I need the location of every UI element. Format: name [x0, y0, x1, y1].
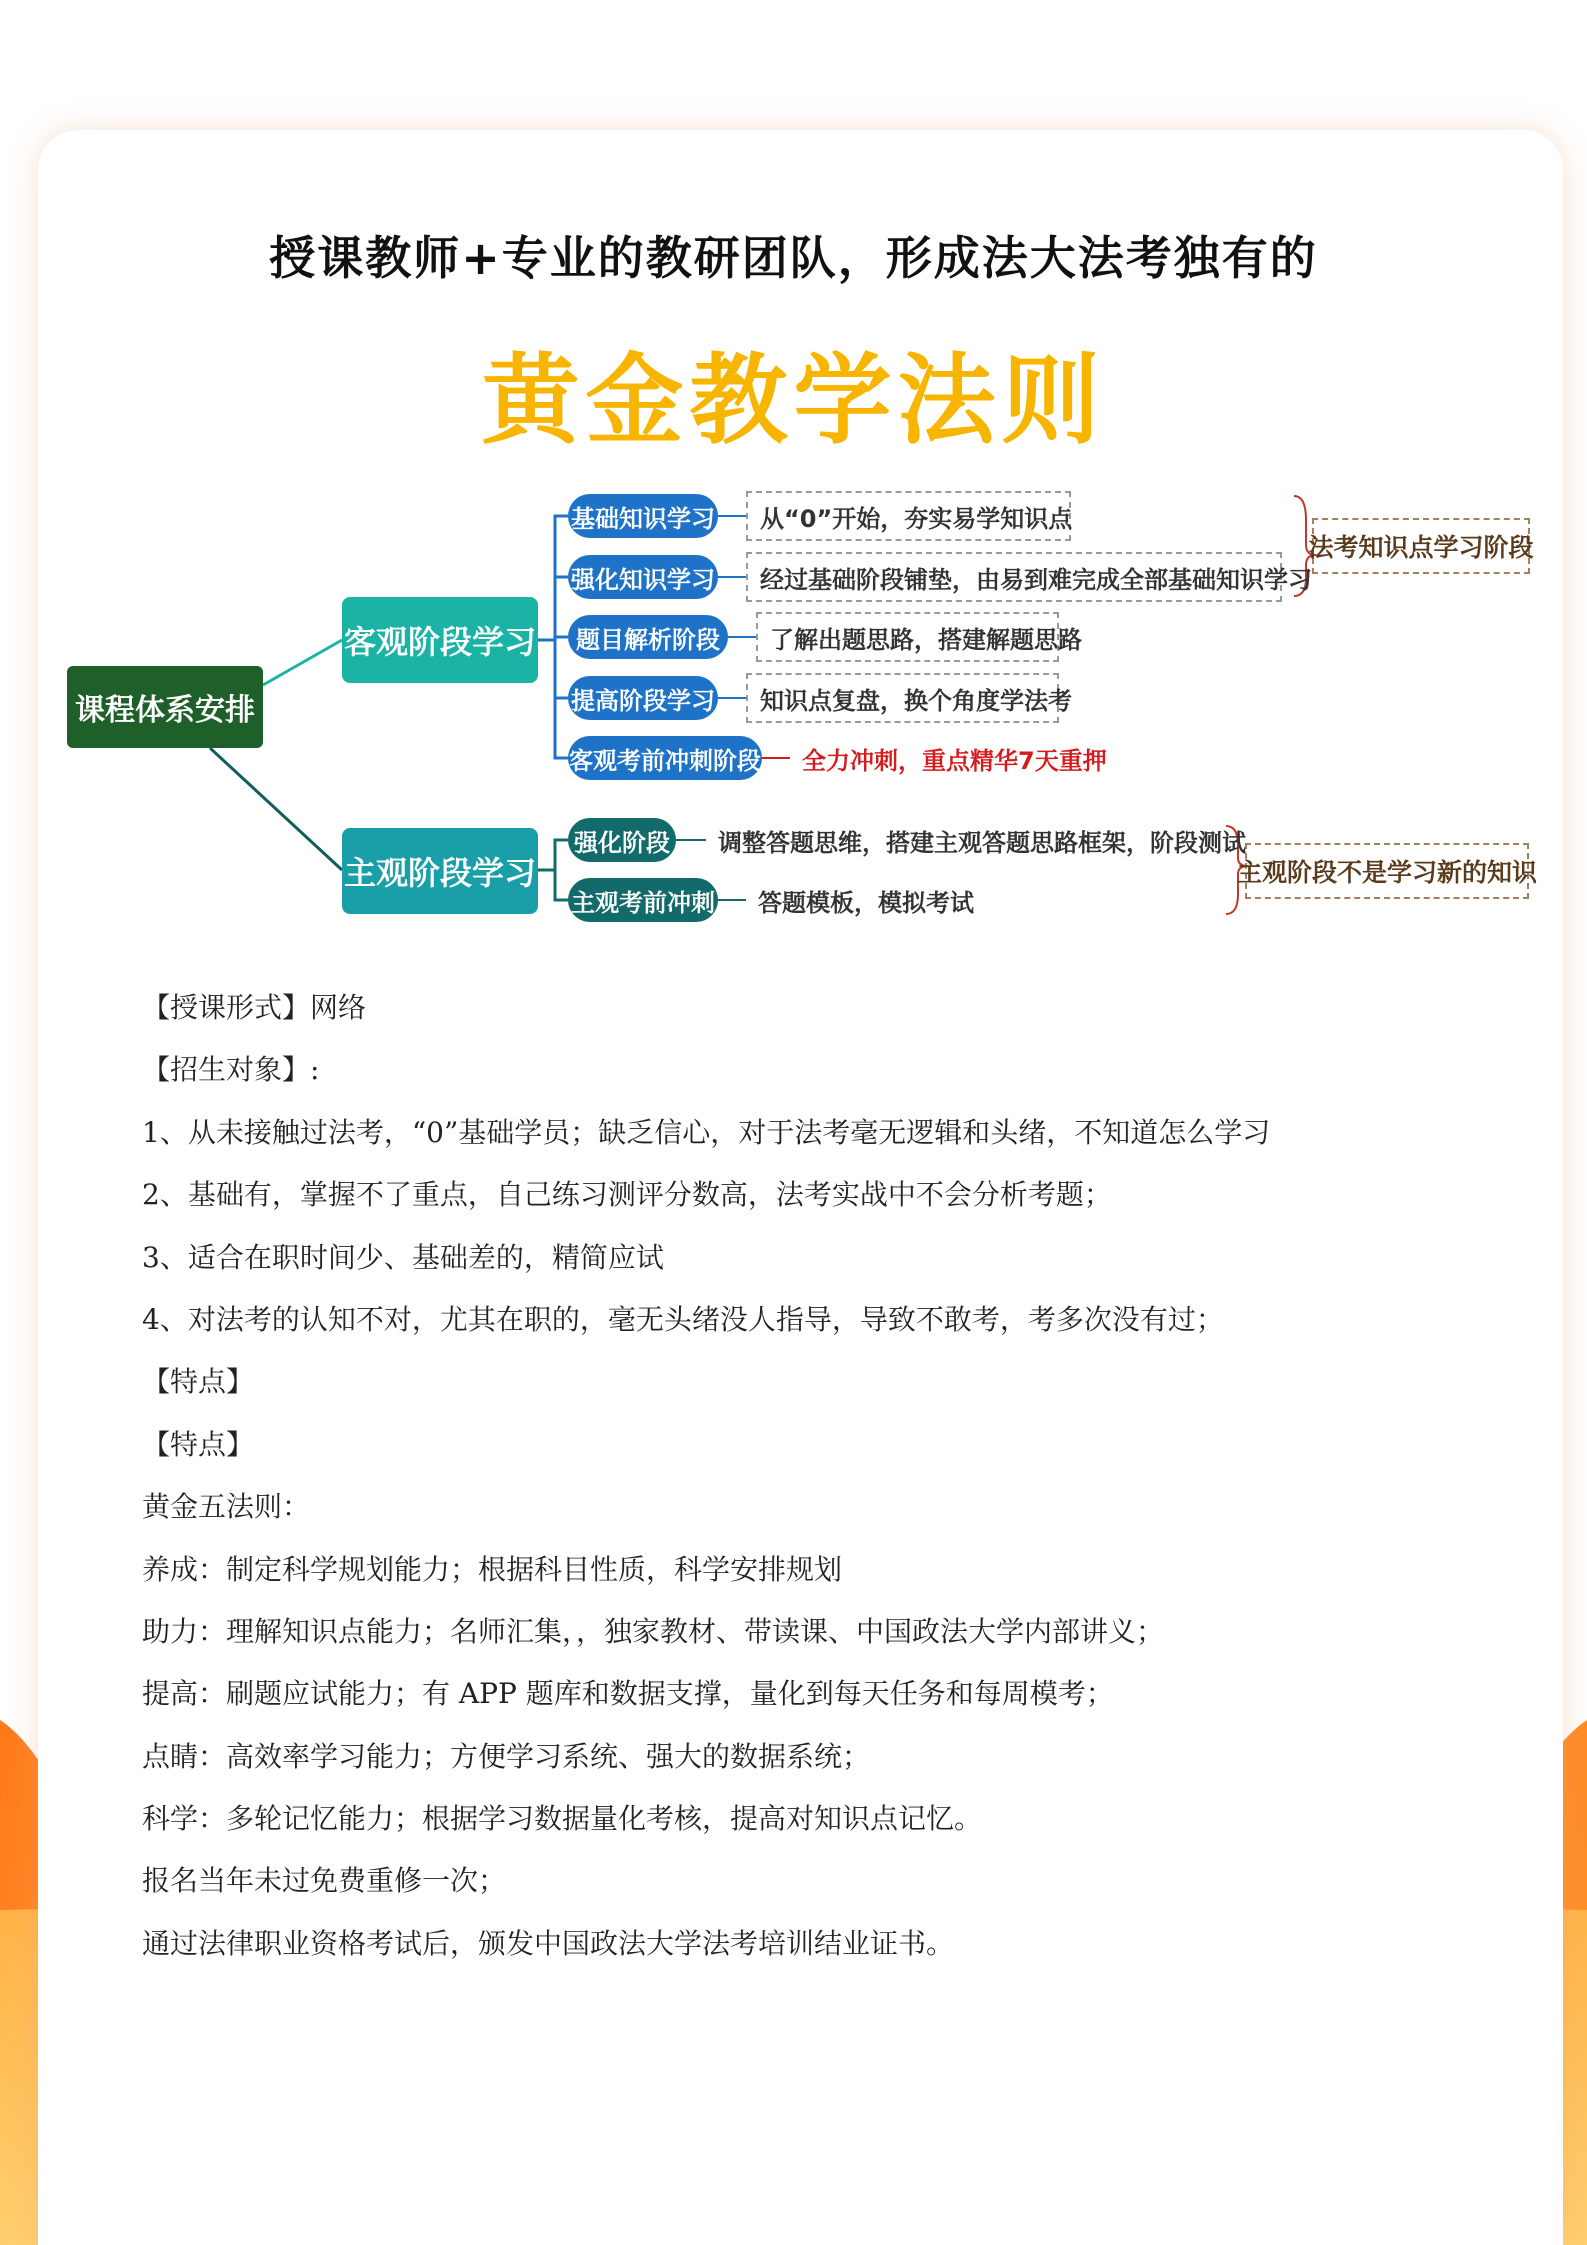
- stage-basic: 基础知识学习: [568, 494, 718, 538]
- text-line: 黄金五法则：: [142, 1490, 311, 1524]
- course-description: [142, 985, 1442, 1983]
- text-line: 2、基础有，掌握不了重点，自己练习测评分数高，法考实战中不会分析考题；: [142, 1178, 1112, 1212]
- text-line: 【授课形式】网络: [142, 991, 367, 1024]
- text-line: 养成：制定科学规划能力；根据科目性质，科学安排规划: [142, 1552, 843, 1586]
- headline: 授课教师+专业的教研团队，形成法大法考独有的: [269, 231, 1318, 285]
- stage-improve: 提高阶段学习: [568, 676, 718, 720]
- text-line: 【特点】: [142, 1365, 255, 1399]
- desc-basic: 从“0”开始，夯实易学知识点: [746, 491, 1071, 541]
- desc-strengthen: 经过基础阶段铺垫，由易到难完成全部基础知识学习: [746, 552, 1282, 602]
- desc-subjective-sprint: 答题模板，模拟考试: [758, 888, 974, 917]
- text-line: 提高：刷题应试能力；有 APP 题库和数据支撑，量化到每天任务和每周模考；: [142, 1677, 1114, 1711]
- branch-objective: 客观阶段学习: [342, 597, 538, 683]
- text-line: 【特点】: [142, 1427, 255, 1461]
- note-subjective-phase: 主观阶段不是学习新的知识: [1245, 843, 1529, 899]
- desc-subjective-strengthen: 调整答题思维，搭建主观答题思路框架，阶段测试: [718, 828, 1246, 857]
- text-line: 1、从未接触过法考，“0”基础学员；缺乏信心，对于法考毫无逻辑和头绪，不知道怎么学习: [142, 1115, 1271, 1149]
- text-line: 点睛：高效率学习能力；方便学习系统、强大的数据系统；: [142, 1739, 871, 1773]
- mindmap-root: 课程体系安排: [67, 666, 263, 748]
- stage-objective-sprint: 客观考前冲刺阶段: [568, 736, 762, 780]
- stage-analysis: 题目解析阶段: [568, 615, 728, 659]
- stage-strengthen: 强化知识学习: [568, 555, 718, 599]
- page-title: 黄金教学法则: [481, 344, 1106, 458]
- desc-objective-sprint: 全力冲刺，重点精华7天重押: [802, 746, 1107, 775]
- text-line: 【招生对象】:: [142, 1053, 320, 1087]
- desc-improve: 知识点复盘，换个角度学法考: [746, 673, 1059, 723]
- text-line: 3、适合在职时间少、基础差的，精简应试: [142, 1240, 664, 1274]
- text-line: 科学：多轮记忆能力；根据学习数据量化考核，提高对知识点记忆。: [142, 1802, 983, 1836]
- text-line: 通过法律职业资格考试后，颁发中国政法大学法考培训结业证书。: [142, 1926, 955, 1960]
- note-objective-phase: 法考知识点学习阶段: [1312, 518, 1530, 574]
- text-line: 4、对法考的认知不对，尤其在职的，毫无头绪没人指导，导致不敢考，考多次没有过；: [142, 1302, 1224, 1336]
- text-line: 报名当年未过免费重修一次；: [142, 1864, 507, 1898]
- stage-subjective-strengthen: 强化阶段: [568, 818, 676, 862]
- branch-subjective: 主观阶段学习: [342, 828, 538, 914]
- desc-analysis: 了解出题思路，搭建解题思路: [756, 612, 1059, 662]
- stage-subjective-sprint: 主观考前冲刺: [568, 878, 718, 922]
- text-line: 助力：理解知识点能力；名师汇集，，独家教材、带读课、中国政法大学内部讲义；: [142, 1614, 1165, 1648]
